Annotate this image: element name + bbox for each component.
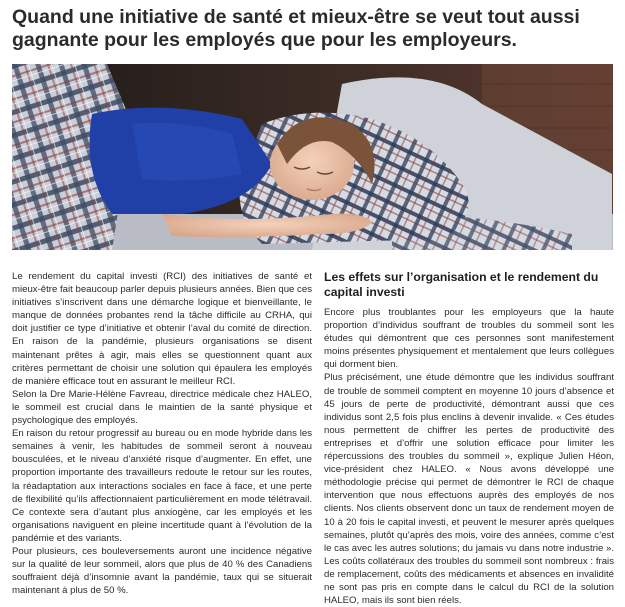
photo-illustration (12, 64, 613, 250)
paragraph: Selon la Dre Marie-Hélène Favreau, directrice médicale chez HALEO, le sommeil est crucial dans le maintien de la santé physique et psychologique des employés. (12, 388, 312, 427)
sleeping-woman-photo (12, 64, 613, 250)
paragraph: Plus précisément, une étude démontre que les individus souffrant de trouble de sommeil comptent en moyenne 10 jours d’absence et 45 jours de perte de productivité, démontrant aussi que ces individus sont 2,5 fois plus enclins à devenir invalide. « Ces études nous permettent de chiffrer les pertes de productivité des entreprises et d’offrir une solution efficace pour limiter les répercussions des troubles du sommeil », explique Julien Héon, vice-président chez HALEO. « Nous avons développé une méthodologie précise qui permet de démontrer le RCI de chaque intervention que nous effectuons auprès des employés de nos clients. Nos clients observent donc un taux de rendement moyen de 10 à 20 fois le capital investi, et peuvent le mesurer après quelques semaines, plutôt qu’après des mois, voire des années, comme c’est le cas avec les autres solutions; du jamais vu dans notre industrie ». Les coûts collatéraux des troubles du sommeil sont nombreux : frais de remplacement, coûts des médicaments et absences en invalidité ne sont pas pris en compte dans le calcul du RCI de la solution HALEO, mais ils sont bien réels. (324, 372, 614, 607)
left-column (12, 270, 312, 597)
paragraph: En raison du retour progressif au bureau ou en mode hybride dans les semaines à venir, les habitudes de sommeil seront à nouveau bousculées, et le niveau d’anxiété risque d’augmenter. En effet, une proportion importante des travailleurs redoute le retour sur les routes, la réadaptation aux interactions sociales en face à face, et une perte de flexibilité qu’ils affectionnaient particulièrement en mode télétravail. Ce contexte sera d’autant plus anxiogène, car les employés et les organisations naviguent en pleine incertitude quant à l’évolution de la pandémie et des variants. (12, 428, 312, 544)
section-heading: Les effets sur l’organisation et le rendement du capital investi (324, 270, 599, 299)
paragraph: Le rendement du capital investi (RCI) des initiatives de santé et mieux-être fait beaucoup parler depuis plusieurs années. Bien que ces initiatives s’inscrivent dans une démarche logique et bienveillante, le manque de données probantes rend la tâche difficile au CRHA, qui doit justifier ce type d’initiative et obtenir l’aval du comité de direction. En raison de la pandémie, plusieurs organisations se disent maintenant prêtes à agir, mais elles se questionnent quant aux critères permettant de choisir une solution qui épaulera les employés de manière efficace tout en assurant le meilleur RCI. (12, 271, 312, 387)
article-title: Quand une initiative de santé et mieux-être se veut tout aussi gagnante pour les employés que pour les employeurs. (12, 6, 580, 51)
paragraph: Encore plus troublantes pour les employeurs que la haute proportion d’individus souffrant de troubles du sommeil sont les études qui démontrent que ces personnes sont manifestement moins présentes physiquement et mentalement que leurs collègues qui dorment bien. (324, 307, 614, 371)
right-column (324, 270, 614, 607)
paragraph: Pour plusieurs, ces bouleversements auront une incidence négative sur la qualité de leur sommeil, alors que plus de 40 % des Canadiens souffraient déjà d’insomnie avant la pandémie, taux qui se situerait maintenant à plus de 50 %. (12, 545, 312, 597)
